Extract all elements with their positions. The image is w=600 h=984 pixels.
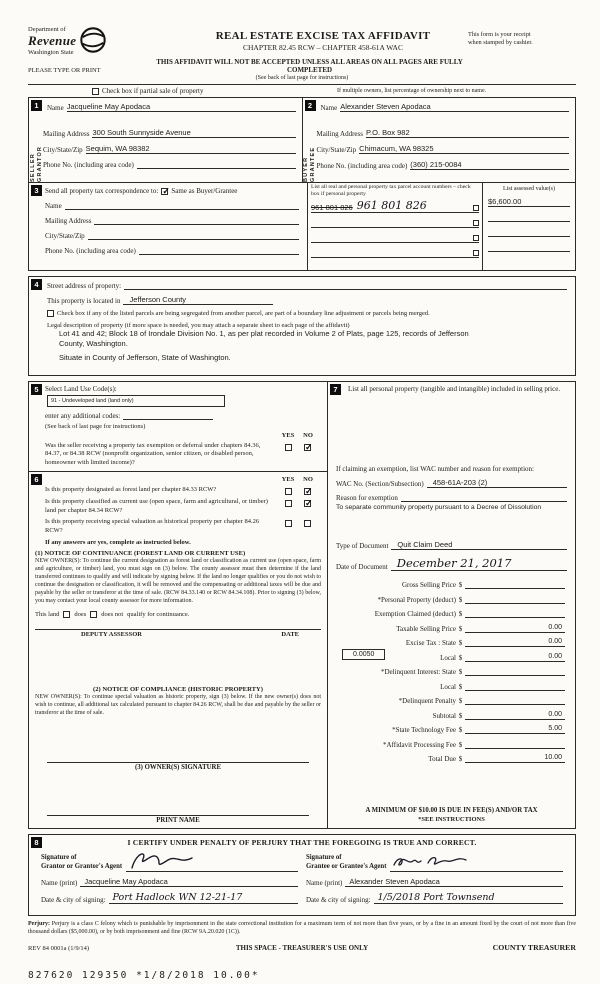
exemption-deferral-no-checkbox[interactable]: [304, 444, 311, 451]
corr-csz-label: City/State/Zip: [45, 232, 85, 240]
buyer-side-word: BUYER: [303, 156, 309, 182]
notice-continuance-title: (1) NOTICE OF CONTINUANCE (FOREST LAND OR CURRENT USE): [35, 550, 246, 558]
parcel-column-header: List all real and personal property tax parcel account numbers – check box if personal property: [311, 184, 471, 198]
classification-section: [28, 472, 328, 829]
fee-label: *Delinquent Interest: State: [380, 668, 456, 677]
buyer-phone-label: Phone No. (including area code): [316, 162, 408, 170]
land-use-code-select[interactable]: 91 - Undeveloped land (land only): [47, 395, 225, 407]
parcel-row-1: [311, 200, 479, 213]
parcel-row-2: [311, 215, 479, 228]
dollar-sign: $: [458, 755, 463, 764]
see-back-note: (See back of last page for instructions): [255, 75, 349, 81]
personal-property-checkbox-3[interactable]: [473, 235, 479, 241]
partial-sale-group: [32, 87, 337, 95]
corr-name-field[interactable]: [65, 201, 299, 210]
seller-mailing-field[interactable]: 300 South Sunnyside Avenue: [92, 128, 295, 138]
county-treasurer-label: COUNTY TREASURER: [492, 943, 576, 953]
fee-table: [336, 575, 567, 764]
acceptance-warning: THIS AFFIDAVIT WILL NOT BE ACCEPTED UNLESS ALL AREAS ON ALL PAGES ARE FULLY COMPLETED: [156, 58, 463, 74]
notice-continuance-text: NEW OWNER(S): To continue the current designation as forest land or classification as current use (open space, farm and agriculture, or timber) land, you must sign on (3) below. The county assessor must then determine if the land transferred continues to qualify and will indicate by signing below. If the land no longer qualifies or you do not wish to continue the designation or classification, it will be removed and the compensating or additional taxes will be due and payable by the seller or transferor at the time of sale. (RCW 84.33.140 or RCW 84.34.108). Prior to signing (3) below, you may contact your local county assessor for more information.: [35, 558, 321, 604]
continuance-qualify-row: [35, 611, 321, 618]
current-use-no-checkbox[interactable]: [304, 500, 311, 507]
historic-no-checkbox[interactable]: [304, 520, 311, 527]
seller-phone-label: Phone No. (including area code): [43, 161, 134, 169]
receipt-note: [468, 26, 576, 56]
reason-exemption-text[interactable]: To separate community property pursuant to a Decree of Dissolution: [336, 503, 542, 511]
owners-signature-line[interactable]: [47, 762, 309, 771]
grantor-signature-label: [41, 854, 122, 872]
signature-columns: [37, 850, 567, 904]
document-date-label: Date of Document: [336, 562, 388, 571]
fee-label: Gross Selling Price: [401, 581, 456, 590]
document-date-field[interactable]: December 21, 2017: [391, 556, 567, 571]
form-title: REAL ESTATE EXCISE TAX AFFIDAVIT: [215, 30, 431, 42]
fee-value-field[interactable]: [465, 580, 565, 589]
perjury-text: Perjury is a class C felony which is punishable by imprisonment in the state correctional institution for a maximum term of not more than five years, or by a fine in an amount fixed by the court of not more than five thousand dollars ($5,000.00), or by both imprisonment and fine (RCW 9A.20.020 (1C)).: [28, 921, 577, 936]
section6-yes-no-header: [35, 476, 321, 483]
partial-sale-checkbox[interactable]: [92, 88, 99, 95]
buyer-csz-field[interactable]: Chimacum, WA 98325: [359, 144, 569, 154]
section-7-badge: 7: [330, 384, 341, 395]
parcel-table: [307, 183, 575, 270]
fee-row-taxable-selling-price: [336, 618, 567, 633]
treasurer-stamp: 827620 129350 *1/8/2018 10.00*: [28, 970, 260, 982]
legal-description-label: Legal description of property (if more space is needed, you may attach a separate sheet to each page of the affidavit): [47, 322, 350, 329]
left-column: [28, 381, 328, 829]
buyer-csz-label: City/State/Zip: [316, 146, 357, 154]
section6-spacer2: [35, 717, 321, 761]
fee-label: Local: [440, 682, 456, 691]
fee-label: *Delinquent Penalty: [398, 697, 456, 706]
seller-grantor-box: [29, 98, 303, 182]
certify-statement: I CERTIFY UNDER PENALTY OF PERJURY THAT THE FOREGOING IS TRUE AND CORRECT.: [127, 838, 477, 847]
personal-property-blank-area[interactable]: [336, 395, 567, 465]
send-correspondence-label: Send all property tax correspondence to:: [45, 187, 159, 195]
middle-columns: [28, 381, 576, 829]
historic-property-question-text: Is this property receiving special valuation as historical property per chapter 84.26 RCW?: [45, 518, 260, 534]
current-use-question-text: Is this property classified as current use (open space, farm and agricultural, or timber) land per chapter 84.34 RCW?: [45, 498, 268, 514]
seller-csz-label: City/State/Zip: [43, 146, 83, 154]
grantee-signature-field[interactable]: [390, 850, 563, 872]
grantor-date-city-field[interactable]: Port Hadlock WN 12-21-17: [109, 892, 298, 904]
dollar-sign: $: [458, 668, 463, 677]
dollar-sign: $: [458, 624, 463, 633]
correspondence-section: [28, 183, 576, 271]
fee-row-excise-tax-state: [336, 633, 567, 648]
see-instructions-note: *SEE INSTRUCTIONS: [418, 816, 485, 823]
parcel-number-handwritten: 961 801 826: [356, 199, 427, 213]
fee-value-field[interactable]: [465, 696, 565, 705]
segregated-label: Check box if any of the listed parcels are being segregated from another parcel, are part of a boundary line adjustment or parcels being merged.: [57, 310, 430, 317]
if-yes-note: If any answers are yes, complete as instructed below.: [45, 539, 191, 547]
send-correspondence-row: [45, 187, 299, 195]
fee-value-field[interactable]: 0.00: [465, 653, 565, 662]
fee-row-gross-selling-price: [336, 575, 567, 590]
current-use-yes-checkbox[interactable]: [285, 500, 292, 507]
fee-row-subtotal: [336, 705, 567, 720]
type-or-print-note: PLEASE TYPE OR PRINT: [28, 67, 101, 74]
form-header: [28, 26, 576, 56]
assessed-row-4: [488, 239, 570, 252]
dollar-sign: $: [458, 682, 463, 691]
exemption-deferral-question: [45, 442, 321, 467]
buyer-name-label: Name: [320, 104, 338, 112]
notice-compliance-text: NEW OWNER(S): To continue special valuation as historic property, sign (3) below. If the new owner(s) does not wish to continue, all additional tax calculated pursuant to chapter 84.26 RCW, shall be due and payable by the seller or transferor at the time of sale.: [35, 693, 321, 716]
partial-sale-row: [28, 84, 576, 97]
perjury-statement: [28, 920, 576, 936]
header-row2: [28, 58, 576, 74]
receipt-note-line1: This form is your receipt: [468, 31, 531, 38]
owners-signature-label: (3) OWNER(S) SIGNATURE: [135, 763, 221, 771]
section5-yes-no-header: [45, 432, 321, 439]
fee-row-delinquent-penalty: [336, 691, 567, 706]
rev-form-number: REV 84 0001a (1/9/14): [28, 945, 90, 953]
ownership-space: [317, 112, 570, 122]
street-address-label: Street address of property:: [47, 282, 122, 290]
section-8-badge: 8: [31, 837, 42, 848]
personal-property-checkbox-4[interactable]: [473, 250, 479, 256]
fee-value-field[interactable]: 5.00: [465, 725, 565, 734]
multiple-owners-note: If multiple owners, list percentage of ownership next to name.: [337, 88, 487, 94]
tax-correspondence-box: [29, 183, 307, 270]
buyer-fields: [317, 98, 576, 182]
wac-label: WAC No. (Section/Subsection): [336, 479, 424, 488]
local-rate-box[interactable]: 0.0050: [342, 649, 385, 660]
qualify-post-label: qualify for continuance.: [127, 610, 190, 618]
section6-spacer3: [35, 771, 321, 815]
print-name-label: PRINT NAME: [156, 817, 200, 825]
fee-row-state-technology-fee: [336, 720, 567, 735]
fee-row-delinquent-interest-state: [336, 662, 567, 677]
grantor-name-print-field[interactable]: Jacqueline May Apodaca: [80, 877, 298, 887]
corr-mailing-label: Mailing Address: [45, 217, 92, 225]
grantor-signature-column: [37, 850, 302, 904]
fee-label: Taxable Selling Price: [396, 624, 456, 633]
additional-codes-label: enter any additional codes:: [45, 412, 121, 420]
grantor-sig-label-line1: Signature of: [41, 854, 77, 862]
historic-property-question: [35, 518, 321, 535]
deputy-assessor-line: [35, 629, 321, 638]
fee-label: *Affidavit Processing Fee: [383, 740, 456, 749]
seller-name-field[interactable]: Jacqueline May Apodaca: [67, 102, 296, 112]
buyer-grantee-box: [303, 98, 576, 182]
corr-mailing-field[interactable]: [94, 216, 299, 225]
exemption-note: If claiming an exemption, list WAC number and reason for exemption:: [336, 464, 534, 473]
yes-header: YES: [281, 476, 295, 484]
fee-label: *State Technology Fee: [392, 726, 456, 735]
grantee-sig-label-line1: Signature of: [306, 854, 342, 862]
personal-property-fees-section: [327, 381, 576, 829]
assessed-value-1[interactable]: $6,600.00: [488, 197, 522, 206]
same-as-buyer-label: Same as Buyer/Grantee: [171, 187, 238, 195]
personal-property-label: List all personal property (tangible and intangible) included in selling price.: [348, 385, 561, 393]
grantor-name-print-label: Name (print): [41, 879, 78, 887]
dollar-sign: $: [458, 581, 463, 590]
dollar-sign: $: [458, 610, 463, 619]
section-3-badge: 3: [31, 185, 42, 196]
fee-label: Subtotal: [432, 711, 456, 720]
dollar-sign: $: [458, 697, 463, 706]
document-type-field[interactable]: Quit Claim Deed: [391, 540, 567, 550]
does-not-label: does not: [101, 610, 124, 618]
section-4-badge: 4: [31, 279, 42, 290]
fee-value-field[interactable]: [465, 667, 565, 676]
seller-mailing-label: Mailing Address: [43, 130, 90, 138]
section5-see-back: (See back of last page for instructions): [45, 423, 146, 430]
grantee-date-city-label: Date & city of signing:: [306, 896, 371, 904]
buyer-name-field[interactable]: Alexander Steven Apodaca: [340, 102, 569, 112]
assessed-value-column: [483, 183, 575, 270]
no-header: NO: [303, 476, 313, 484]
does-qualify-checkbox[interactable]: [63, 611, 70, 618]
situate-text: Situate in County of Jefferson, State of Washington.: [59, 353, 231, 363]
corr-phone-label: Phone No. (including area code): [45, 247, 136, 255]
deputy-date-label: DATE: [281, 630, 299, 638]
fee-value-field[interactable]: 10.00: [465, 754, 565, 763]
partial-sale-label: Check box if partial sale of property: [102, 87, 204, 95]
buyer-mailing-label: Mailing Address: [316, 130, 363, 138]
grantee-name-print-label: Name (print): [306, 879, 343, 887]
grantor-sig-label-line2: Grantor or Grantor's Agent: [41, 863, 123, 871]
property-location-section: [28, 276, 576, 376]
footer-row: [28, 943, 576, 952]
fee-label: Total Due: [428, 755, 456, 764]
no-header: NO: [303, 432, 313, 439]
seller-name-label: Name: [47, 104, 64, 112]
forest-land-yes-checkbox[interactable]: [285, 488, 292, 495]
fee-label: Local: [440, 653, 456, 662]
agency-block: [28, 26, 178, 56]
dollar-sign: $: [458, 639, 463, 648]
print-name-line[interactable]: [47, 815, 309, 824]
land-use-section: [28, 381, 328, 472]
notice-compliance-title: (2) NOTICE OF COMPLIANCE (HISTORIC PROPERTY): [93, 685, 263, 693]
section6-spacer: [35, 638, 321, 682]
corr-csz-field[interactable]: [88, 231, 299, 240]
fee-value-field[interactable]: 0.00: [465, 711, 565, 720]
exemption-deferral-question-text: Was the seller receiving a property tax exemption or deferral under chapters 84.36, 84.37, or 84.38 RCW (nonprofit organization, senior citizen, or disabled person, homeowner with limited income)?: [45, 442, 261, 466]
yes-header: YES: [281, 432, 295, 439]
exemption-deferral-yes-checkbox[interactable]: [285, 444, 292, 451]
chapter-subtitle: CHAPTER 82.45 RCW – CHAPTER 458-61A WAC: [243, 43, 403, 52]
assessed-row-1: [488, 194, 570, 207]
perjury-lead: Perjury:: [28, 921, 50, 927]
personal-property-checkbox-1[interactable]: [473, 205, 479, 211]
does-label: does: [74, 610, 87, 618]
section-2-badge: 2: [305, 100, 316, 111]
fee-label: Excise Tax : State: [405, 639, 456, 648]
fee-row-excise-tax-local: [336, 647, 567, 662]
fee-row-personal-property-deduct: [336, 589, 567, 604]
receipt-note-line2: when stamped by cashier.: [468, 39, 533, 47]
buyer-mailing-field[interactable]: P.O. Box 982: [366, 128, 569, 138]
fee-row-affidavit-processing-fee: [336, 734, 567, 749]
parcel-row-3: [311, 230, 479, 243]
deputy-assessor-label: DEPUTY ASSESSOR: [81, 630, 142, 638]
grantee-date-city-field[interactable]: 1/5/2018 Port Townsend: [374, 892, 563, 904]
treasurers-use-label: THIS SPACE - TREASURER'S USE ONLY: [235, 944, 369, 953]
section-1-badge: 1: [31, 100, 42, 111]
fee-label: Exemption Claimed (deduct): [374, 610, 456, 619]
grantee-signature-image: [390, 851, 470, 871]
fee-row-exemption-claimed: [336, 604, 567, 619]
grantee-side-word: GRANTEE: [310, 146, 316, 182]
agency-line1: Department of: [28, 26, 66, 33]
buyer-phone-field[interactable]: (360) 215-0084: [410, 160, 569, 170]
grantee-signature-label: [306, 854, 386, 872]
assessed-row-2: [488, 209, 570, 222]
dollar-sign: $: [458, 595, 463, 604]
parcel-number-typed: 961 801 826: [311, 203, 353, 213]
certification-section: [28, 834, 576, 916]
additional-codes-field[interactable]: [123, 411, 213, 420]
segregated-checkbox[interactable]: [47, 310, 54, 317]
does-not-qualify-checkbox[interactable]: [90, 611, 97, 618]
assessed-column-header: List assessed value(s): [503, 186, 555, 192]
section7-spacer: [336, 511, 567, 535]
dollar-sign: $: [458, 711, 463, 720]
fee-value-field[interactable]: [465, 595, 565, 604]
section-6-badge: 6: [31, 474, 42, 485]
grantee-sig-label-line2: Grantee or Grantee's Agent: [306, 863, 387, 871]
corr-name-label: Name: [45, 202, 62, 210]
parties-section: [28, 97, 576, 183]
land-use-title: Select Land Use Code(s):: [45, 385, 117, 393]
parcel-numbers-column: [308, 183, 483, 270]
historic-yes-checkbox[interactable]: [285, 520, 292, 527]
seller-phone-field[interactable]: [137, 160, 296, 169]
located-county-field[interactable]: Jefferson County: [123, 295, 273, 305]
fee-value-field[interactable]: 0.00: [465, 624, 565, 633]
personal-property-checkbox-2[interactable]: [473, 220, 479, 226]
ownership-space: [43, 112, 296, 122]
fee-value-field[interactable]: [465, 740, 565, 749]
title-block: [178, 26, 468, 56]
seller-fields: [43, 98, 302, 182]
dollar-sign: $: [458, 653, 463, 662]
seller-side-word: SELLER: [29, 153, 36, 182]
same-as-buyer-checkbox[interactable]: [161, 188, 168, 195]
street-address-field[interactable]: [124, 281, 567, 290]
document-type-label: Type of Document: [336, 541, 389, 550]
forest-land-no-checkbox[interactable]: [304, 488, 311, 495]
corr-phone-field[interactable]: [139, 246, 299, 255]
dollar-sign: $: [458, 726, 463, 735]
dept-of-revenue-logo-icon: [79, 26, 107, 54]
located-in-label: This property is located in: [47, 297, 121, 305]
minimum-due-note: A MINIMUM OF $10.00 IS DUE IN FEE(S) AND/OR TAX: [365, 806, 538, 814]
fee-row-total-due: [336, 749, 567, 764]
fee-row-delinquent-interest-local: [336, 676, 567, 691]
section-5-badge: 5: [31, 384, 42, 395]
qualify-pre-label: This land: [35, 610, 60, 618]
grantee-name-print-field[interactable]: Alexander Steven Apodaca: [345, 877, 563, 887]
reason-exemption-line[interactable]: [401, 493, 567, 502]
agency-line3: Washington State: [28, 49, 74, 56]
fee-label: *Personal Property (deduct): [377, 595, 456, 604]
assessed-row-3: [488, 224, 570, 237]
forest-land-question-text: Is this property designated as forest land per chapter 84.33 RCW?: [45, 486, 217, 494]
reason-exemption-label: Reason for exemption: [336, 493, 398, 502]
forest-land-question: [35, 486, 321, 495]
fee-value-field[interactable]: [465, 609, 565, 618]
wac-number-field[interactable]: 458-61A-203 (2): [427, 478, 567, 488]
dollar-sign: $: [458, 740, 463, 749]
fee-value-field[interactable]: [465, 682, 565, 691]
grantee-signature-column: [302, 850, 567, 904]
current-use-question: [35, 498, 321, 515]
agency-name: [28, 26, 76, 56]
parcel-row-4: [311, 245, 479, 258]
grantor-date-city-label: Date & city of signing:: [41, 896, 106, 904]
fee-value-field[interactable]: 0.00: [465, 638, 565, 647]
grantor-signature-image: [126, 849, 196, 871]
agency-line2: Revenue: [28, 33, 77, 48]
seller-csz-field[interactable]: Sequim, WA 98382: [86, 144, 296, 154]
legal-description-text[interactable]: Lot 41 and 42; Block 18 of Irondale Division No. 1, as per plat recorded in Volume 2 of Plats, page 125, records of Jefferson County, Washington.: [59, 329, 469, 349]
grantor-signature-field[interactable]: [126, 850, 298, 872]
grantor-side-word: GRANTOR: [36, 145, 43, 182]
